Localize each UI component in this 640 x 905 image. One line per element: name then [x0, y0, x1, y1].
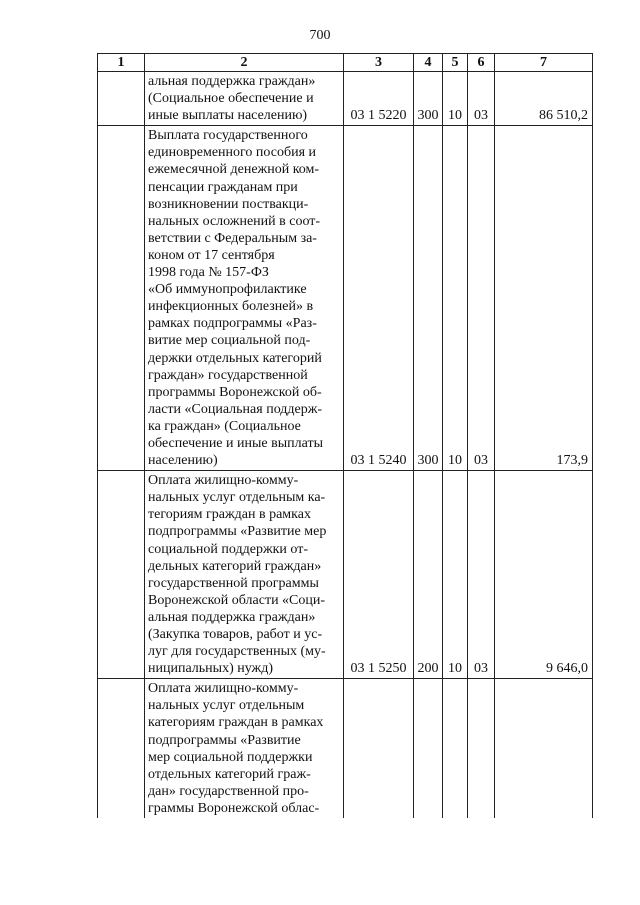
description-line: ежемесячной денежной ком- — [148, 162, 320, 178]
amount-cell — [495, 679, 593, 818]
description-line: ветствии с Федеральным за- — [148, 230, 317, 246]
description-line: дан» государственной про- — [148, 783, 309, 799]
page-number: 700 — [309, 28, 331, 43]
description-line: «Об иммунопрофилактике — [148, 282, 307, 298]
amount-cell: 173,9 — [495, 126, 593, 471]
description-line: социальной поддержки от- — [148, 541, 309, 557]
description-line: единовременного пособия и — [148, 145, 317, 161]
target-article-cell: 03 1 5220 — [344, 72, 414, 126]
description-line: нальных осложнений в соот- — [148, 213, 321, 229]
header-cell-1: 1 — [98, 54, 145, 72]
description-line: граммы Воронежской облас- — [148, 800, 320, 816]
description-line: Оплата жилищно-комму- — [148, 681, 299, 697]
row-number-cell — [98, 126, 145, 471]
section-cell — [443, 679, 468, 818]
description-line: Выплата государственного — [148, 128, 308, 144]
budget-table — [97, 53, 593, 818]
section-cell: 10 — [443, 72, 468, 126]
row-number-cell — [98, 72, 145, 126]
description-line: Оплата жилищно-комму- — [148, 473, 299, 489]
description-line: мер социальной поддержки — [148, 749, 313, 765]
description-line: держки отдельных категорий — [148, 350, 322, 366]
table-row — [98, 72, 593, 126]
description-line: 1998 года № 157-ФЗ — [148, 265, 269, 281]
header-cell-6: 6 — [468, 54, 495, 72]
section-cell: 10 — [443, 471, 468, 679]
description-line: иные выплаты населению) — [148, 108, 308, 124]
description-line: ниципальных) нужд) — [148, 661, 273, 677]
description-line: отдельных категорий граж- — [148, 766, 311, 782]
table-row — [98, 471, 593, 679]
header-row — [98, 54, 593, 72]
description-line: категориям граждан в рамках — [148, 715, 324, 731]
description-line: рамках подпрограммы «Раз- — [148, 316, 317, 332]
subsection-cell: 03 — [468, 471, 495, 679]
description-line: Воронежской области «Соци- — [148, 592, 326, 608]
table-row — [98, 679, 593, 818]
description-line: ласти «Социальная поддерж- — [148, 401, 323, 417]
description-line: возникновении поствакци- — [148, 196, 309, 212]
target-article-cell — [344, 679, 414, 818]
subsection-cell: 03 — [468, 126, 495, 471]
description-line: подпрограммы «Развитие мер — [148, 524, 327, 540]
target-article-cell: 03 1 5240 — [344, 126, 414, 471]
expense-type-cell: 200 — [414, 471, 443, 679]
description-line: населению) — [148, 453, 218, 469]
description-line: витие мер социальной под- — [148, 333, 311, 349]
description-line: дельных категорий граждан» — [148, 558, 322, 574]
description-line: луг для государственных (му- — [148, 644, 326, 660]
description-cell — [145, 126, 344, 471]
expense-type-cell — [414, 679, 443, 818]
header-cell-5: 5 — [443, 54, 468, 72]
description-line: альная поддержка граждан» — [148, 609, 316, 625]
description-line: государственной программы — [148, 575, 319, 591]
target-article-cell: 03 1 5250 — [344, 471, 414, 679]
row-number-cell — [98, 679, 145, 818]
subsection-cell: 03 — [468, 72, 495, 126]
header-cell-2: 2 — [145, 54, 344, 72]
description-line: программы Воронежской об- — [148, 384, 322, 400]
description-line: подпрограммы «Развитие — [148, 732, 301, 748]
table-row — [98, 126, 593, 471]
description-line: нальных услуг отдельным — [148, 698, 305, 714]
header-cell-3: 3 — [344, 54, 414, 72]
subsection-cell — [468, 679, 495, 818]
row-number-cell — [98, 471, 145, 679]
description-line: обеспечение и иные выплаты — [148, 435, 323, 451]
description-line: пенсации гражданам при — [148, 179, 298, 195]
description-line: ка граждан» (Социальное — [148, 418, 301, 434]
expense-type-cell: 300 — [414, 72, 443, 126]
amount-cell: 9 646,0 — [495, 471, 593, 679]
amount-cell: 86 510,2 — [495, 72, 593, 126]
description-line: нальных услуг отдельным ка- — [148, 490, 326, 506]
description-line: коном от 17 сентября — [148, 247, 275, 263]
expense-type-cell: 300 — [414, 126, 443, 471]
description-line: (Закупка товаров, работ и ус- — [148, 627, 323, 642]
description-line: тегориям граждан в рамках — [148, 507, 311, 523]
description-cell — [145, 679, 344, 818]
description-line: инфекционных болезней» в — [148, 299, 314, 315]
description-line: альная поддержка граждан» — [148, 74, 316, 89]
section-cell: 10 — [443, 126, 468, 471]
description-cell — [145, 471, 344, 679]
description-line: граждан» государственной — [148, 367, 308, 383]
header-cell-4: 4 — [414, 54, 443, 72]
header-cell-7: 7 — [495, 54, 593, 72]
description-cell — [145, 72, 344, 126]
description-line: (Социальное обеспечение и — [148, 91, 314, 107]
